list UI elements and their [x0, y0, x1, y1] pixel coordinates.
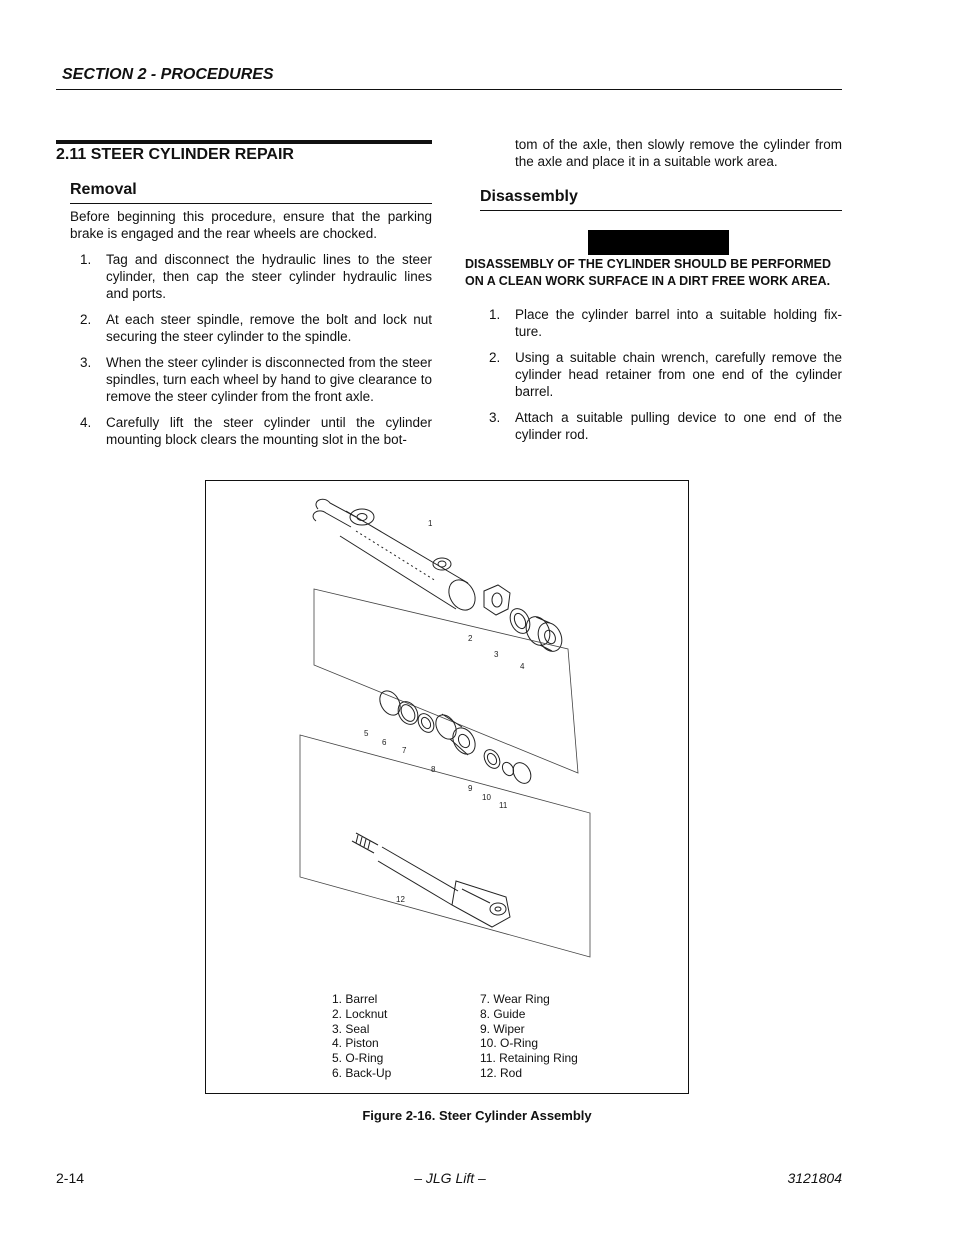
- legend-item: 3. Seal: [332, 1021, 370, 1036]
- legend-item: 7. Wear Ring: [480, 992, 550, 1006]
- removal-step: 1. Tag and disconnect the hydraulic lines to the steer cylinder, then cap the steer cylinder hydraulic lines and ports.: [80, 252, 432, 301]
- disassembly-step: 1. Place the cylinder barrel into a suitable holding fix-ture.: [489, 307, 842, 339]
- guide-part: [432, 711, 480, 758]
- callout-9: 9: [468, 784, 473, 793]
- document-number: 3121804: [787, 1170, 842, 1186]
- disassembly-step: 3. Attach a suitable pulling device to one end of the cylinder rod.: [489, 410, 842, 442]
- callout-1: 1: [428, 519, 433, 528]
- callout-2: 2: [468, 634, 473, 643]
- callout-7: 7: [402, 746, 407, 755]
- seal-part: [506, 605, 533, 636]
- figure-frame: [205, 480, 689, 1094]
- disassembly-rule: [480, 210, 842, 211]
- cylinder-exploded-diagram: [206, 481, 688, 1093]
- figure-caption: Figure 2-16. Steer Cylinder Assembly: [362, 1108, 592, 1123]
- removal-step: 3. When the steer cylinder is disconnected from the steer spindles, turn each wheel by hand to give clearance to remove the steer cylinder from the front axle.: [80, 355, 432, 404]
- section-bar: [56, 140, 432, 144]
- legend-item: 11. Retaining Ring: [480, 1051, 578, 1066]
- removal-intro: Before beginning this procedure, ensure that the parking brake is engaged and the rear wheels are chocked.: [70, 209, 432, 241]
- retaining-ring-part: [510, 759, 535, 786]
- disassembly-steps: [489, 306, 842, 452]
- legend-item: 1. Barrel: [332, 992, 378, 1006]
- legend-right: [480, 992, 578, 1081]
- removal-rule: [70, 203, 432, 204]
- callout-5: 5: [364, 729, 369, 738]
- legend-item: 10. O-Ring: [480, 1036, 539, 1051]
- footer-center: – JLG Lift –: [414, 1170, 486, 1186]
- legend-item: 8. Guide: [480, 1006, 526, 1021]
- callout-10: 10: [482, 793, 491, 802]
- locknut-part: [484, 585, 510, 615]
- disassembly-heading: Disassembly: [480, 188, 578, 205]
- callout-12: 12: [396, 895, 405, 904]
- page-number: 2-14: [56, 1170, 85, 1186]
- section-header: SECTION 2 - PROCEDURES: [62, 66, 274, 83]
- back-up-part: [394, 698, 422, 728]
- removal-continuation: tom of the axle, then slowly remove the cylinder from the axle and place it in a suitable work area.: [515, 137, 842, 169]
- header-rule: [56, 89, 842, 90]
- barrel-part: [313, 499, 480, 615]
- caution-banner: [588, 230, 729, 255]
- legend-item: 6. Back-Up: [332, 1065, 392, 1080]
- removal-heading: Removal: [70, 181, 137, 198]
- section-title: 2.11 STEER CYLINDER REPAIR: [56, 146, 294, 163]
- legend-item: 2. Locknut: [332, 1006, 388, 1021]
- callout-6: 6: [382, 738, 387, 747]
- disassembly-step: 2. Using a suitable chain wrench, carefully remove the cylinder head retainer from one end of the cylinder barrel.: [489, 350, 842, 399]
- removal-step: 2. At each steer spindle, remove the bolt and lock nut securing the steer cylinder to the spindle.: [80, 312, 432, 344]
- removal-steps: [80, 251, 432, 457]
- legend-left: [332, 992, 391, 1081]
- callout-11: 11: [499, 801, 508, 810]
- legend-item: 9. Wiper: [480, 1021, 525, 1036]
- legend-item: 5. O-Ring: [332, 1051, 384, 1066]
- caution-text: DISASSEMBLY OF THE CYLINDER SHOULD BE PERFORMED ON A CLEAN WORK SURFACE IN A DIRT FREE WORK AREA.: [465, 257, 832, 288]
- wiper-part: [481, 747, 503, 771]
- piston-part: [522, 613, 567, 655]
- removal-step: 4. Carefully lift the steer cylinder until the cylinder mounting block clears the mounting slot in the bot-: [80, 415, 432, 447]
- callout-8: 8: [431, 765, 436, 774]
- callout-3: 3: [494, 650, 499, 659]
- callout-4: 4: [520, 662, 525, 671]
- legend-item: 12. Rod: [480, 1065, 523, 1080]
- legend-item: 4. Piston: [332, 1036, 379, 1051]
